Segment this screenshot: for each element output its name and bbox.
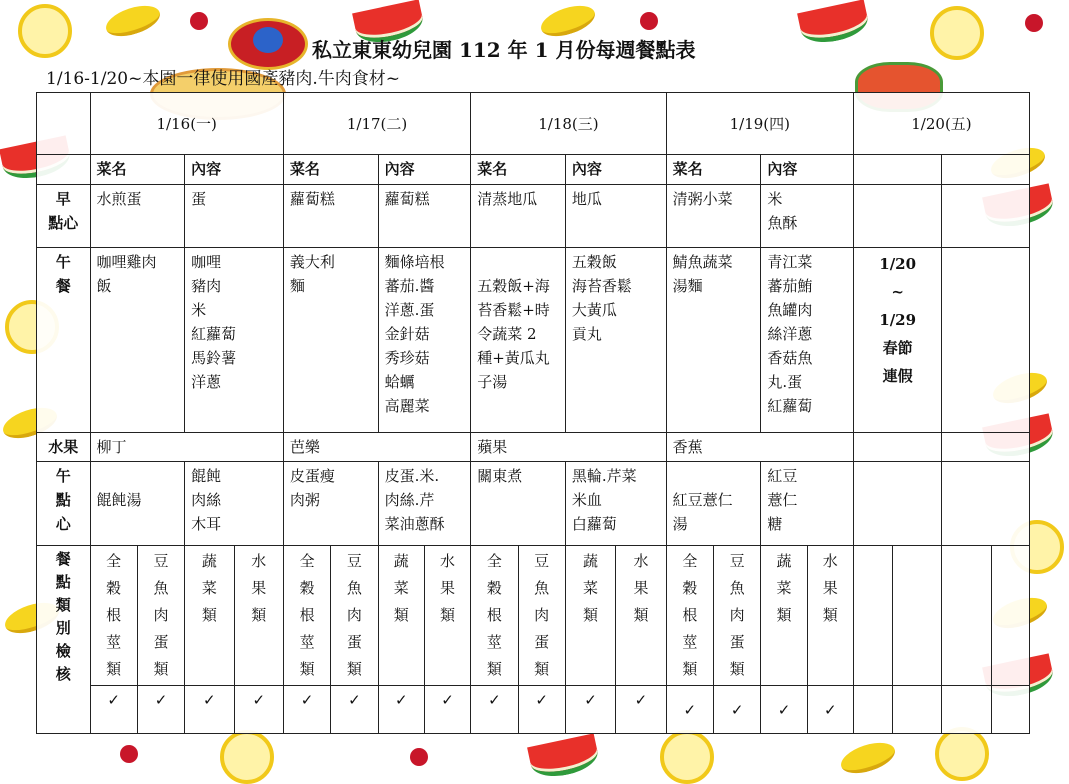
category-check-label: 餐 點 類 別 檢 核 <box>37 546 91 734</box>
dish-name-header: 菜名 <box>666 155 761 185</box>
day-header-mon: 1/16(一) <box>90 93 283 155</box>
meat-origin-notice: 1/16-1/20~本園一律使用國產豬肉.牛肉食材~ <box>46 69 400 89</box>
category-protein: 豆 魚 肉 蛋 類 <box>714 546 761 686</box>
category-protein: 豆 魚 肉 蛋 類 <box>137 546 184 686</box>
blank-cell <box>942 433 1030 462</box>
snack-dish-wed: 關東煮 <box>471 462 566 546</box>
lemon-decoration <box>220 730 274 784</box>
fruit-wed: 蘋果 <box>471 433 666 462</box>
blank-cell <box>942 155 1030 185</box>
date-header-row <box>37 93 1030 155</box>
lunch-dish-mon: 咖哩雞肉 飯 <box>90 248 185 433</box>
breakfast-row <box>37 185 1030 248</box>
category-protein: 豆 魚 肉 蛋 類 <box>331 546 378 686</box>
category-vegetables: 蔬 菜 類 <box>185 546 234 686</box>
page-title: 私立東東幼兒園 112 年 1 月份每週餐點表 <box>312 38 696 62</box>
blank-cell <box>991 686 1029 734</box>
lunch-row <box>37 248 1030 433</box>
cherry-decoration <box>410 748 428 766</box>
snack-dish-thu: 紅豆薏仁 湯 <box>666 462 761 546</box>
check-mark: ✓ <box>378 686 424 734</box>
category-fruit: 水 果 類 <box>234 546 283 686</box>
check-mark: ✓ <box>90 686 137 734</box>
check-mark: ✓ <box>234 686 283 734</box>
check-mark: ✓ <box>666 686 713 734</box>
lunch-dish-wed: 五穀飯+海 苔香鬆+時 令蔬菜 2 種+黃瓜丸 子湯 <box>471 248 566 433</box>
category-vegetables: 蔬 菜 類 <box>565 546 615 686</box>
column-header-row <box>37 155 1030 185</box>
blank-cell <box>853 462 941 546</box>
weekly-menu-table <box>36 92 1030 734</box>
blank-cell <box>893 686 942 734</box>
afternoon-snack-row <box>37 462 1030 546</box>
lunch-content-mon: 咖哩 豬肉 米 紅蘿蔔 馬鈴薯 洋蔥 <box>185 248 284 433</box>
snack-dish-tue: 皮蛋瘦 肉粥 <box>283 462 378 546</box>
check-mark: ✓ <box>565 686 615 734</box>
category-grains: 全 穀 根 莖 類 <box>90 546 137 686</box>
blank-cell <box>942 185 1030 248</box>
blank-cell <box>893 546 942 686</box>
day-header-tue: 1/17(二) <box>283 93 470 155</box>
blank-cell <box>853 686 892 734</box>
day-header-thu: 1/19(四) <box>666 93 853 155</box>
check-mark-row <box>37 686 1030 734</box>
dish-name-header: 菜名 <box>90 155 185 185</box>
blank-cell <box>942 686 991 734</box>
breakfast-content-mon: 蛋 <box>185 185 284 248</box>
breakfast-content-tue: 蘿蔔糕 <box>378 185 471 248</box>
category-vegetables: 蔬 菜 類 <box>378 546 424 686</box>
lemon-decoration <box>660 730 714 784</box>
blank-cell <box>942 462 1030 546</box>
lunch-content-wed: 五穀飯 海苔香鬆 大黃瓜 貢丸 <box>565 248 666 433</box>
breakfast-content-thu: 米 魚酥 <box>761 185 854 248</box>
snack-dish-mon: 餛飩湯 <box>90 462 185 546</box>
day-header-wed: 1/18(三) <box>471 93 666 155</box>
fruit-tue: 芭樂 <box>283 433 470 462</box>
banana-decoration <box>837 737 898 779</box>
lunch-content-tue: 麵條培根 蕃茄.醬 洋蔥.蛋 金針菇 秀珍菇 蛤蠣 高麗菜 <box>378 248 471 433</box>
snack-content-thu: 紅豆 薏仁 糖 <box>761 462 854 546</box>
blank-cell <box>853 546 892 686</box>
lunch-dish-thu: 鯖魚蔬菜 湯麵 <box>666 248 761 433</box>
check-mark: ✓ <box>471 686 518 734</box>
category-fruit: 水 果 類 <box>616 546 666 686</box>
check-mark: ✓ <box>714 686 761 734</box>
lunch-label: 午 餐 <box>37 248 91 433</box>
content-header: 內容 <box>378 155 471 185</box>
fruit-label: 水果 <box>37 433 91 462</box>
content-header: 內容 <box>185 155 284 185</box>
fruit-mon: 柳丁 <box>90 433 283 462</box>
school-logo <box>228 18 308 70</box>
breakfast-dish-wed: 清蒸地瓜 <box>471 185 566 248</box>
dish-name-header: 菜名 <box>471 155 566 185</box>
dish-name-header: 菜名 <box>283 155 378 185</box>
cherry-decoration <box>120 745 138 763</box>
breakfast-label: 早 點心 <box>37 185 91 248</box>
content-header: 內容 <box>761 155 854 185</box>
snack-content-tue: 皮蛋.米. 肉絲.芹 菜油蔥酥 <box>378 462 471 546</box>
check-mark: ✓ <box>424 686 470 734</box>
day-header-fri: 1/20(五) <box>853 93 1029 155</box>
check-mark: ✓ <box>518 686 565 734</box>
banana-decoration <box>102 0 163 42</box>
lemon-decoration <box>18 4 72 58</box>
breakfast-content-wed: 地瓜 <box>565 185 666 248</box>
lunch-content-thu: 青江菜 蕃茄鮪 魚罐肉 絲洋蔥 香菇魚 丸.蛋 紅蘿蔔 <box>761 248 854 433</box>
blank-cell <box>853 433 941 462</box>
check-mark: ✓ <box>137 686 184 734</box>
blank-cell <box>942 546 991 686</box>
lemon-decoration <box>935 727 989 781</box>
check-mark: ✓ <box>331 686 378 734</box>
check-mark: ✓ <box>616 686 666 734</box>
snack-content-mon: 餛飩 肉絲 木耳 <box>185 462 284 546</box>
category-grains: 全 穀 根 莖 類 <box>471 546 518 686</box>
blank-cell <box>942 248 1030 433</box>
lunch-dish-tue: 義大利 麵 <box>283 248 378 433</box>
breakfast-dish-mon: 水煎蛋 <box>90 185 185 248</box>
category-grains: 全 穀 根 莖 類 <box>283 546 330 686</box>
fruit-row <box>37 433 1030 462</box>
category-grains: 全 穀 根 莖 類 <box>666 546 713 686</box>
breakfast-dish-tue: 蘿蔔糕 <box>283 185 378 248</box>
check-mark: ✓ <box>761 686 807 734</box>
category-row <box>37 546 1030 686</box>
corner-cell <box>37 93 91 155</box>
blank-cell <box>991 546 1029 686</box>
spring-festival-holiday-note: 1/20 ~ 1/29 春節 連假 <box>853 248 941 433</box>
category-fruit: 水 果 類 <box>807 546 853 686</box>
category-fruit: 水 果 類 <box>424 546 470 686</box>
cherry-decoration <box>190 12 208 30</box>
cherry-decoration <box>1025 14 1043 32</box>
lemon-decoration <box>930 6 984 60</box>
check-mark: ✓ <box>283 686 330 734</box>
watermelon-decoration <box>797 0 871 48</box>
check-mark: ✓ <box>807 686 853 734</box>
snack-label: 午 點 心 <box>37 462 91 546</box>
content-header: 內容 <box>565 155 666 185</box>
blank-cell <box>853 155 941 185</box>
cherry-decoration <box>640 12 658 30</box>
category-vegetables: 蔬 菜 類 <box>761 546 807 686</box>
blank-cell <box>37 155 91 185</box>
blank-cell <box>853 185 941 248</box>
snack-content-wed: 黑輪.芹菜 米血 白蘿蔔 <box>565 462 666 546</box>
breakfast-dish-thu: 清粥小菜 <box>666 185 761 248</box>
category-protein: 豆 魚 肉 蛋 類 <box>518 546 565 686</box>
check-mark: ✓ <box>185 686 234 734</box>
fruit-thu: 香蕉 <box>666 433 853 462</box>
watermelon-decoration <box>527 733 601 781</box>
